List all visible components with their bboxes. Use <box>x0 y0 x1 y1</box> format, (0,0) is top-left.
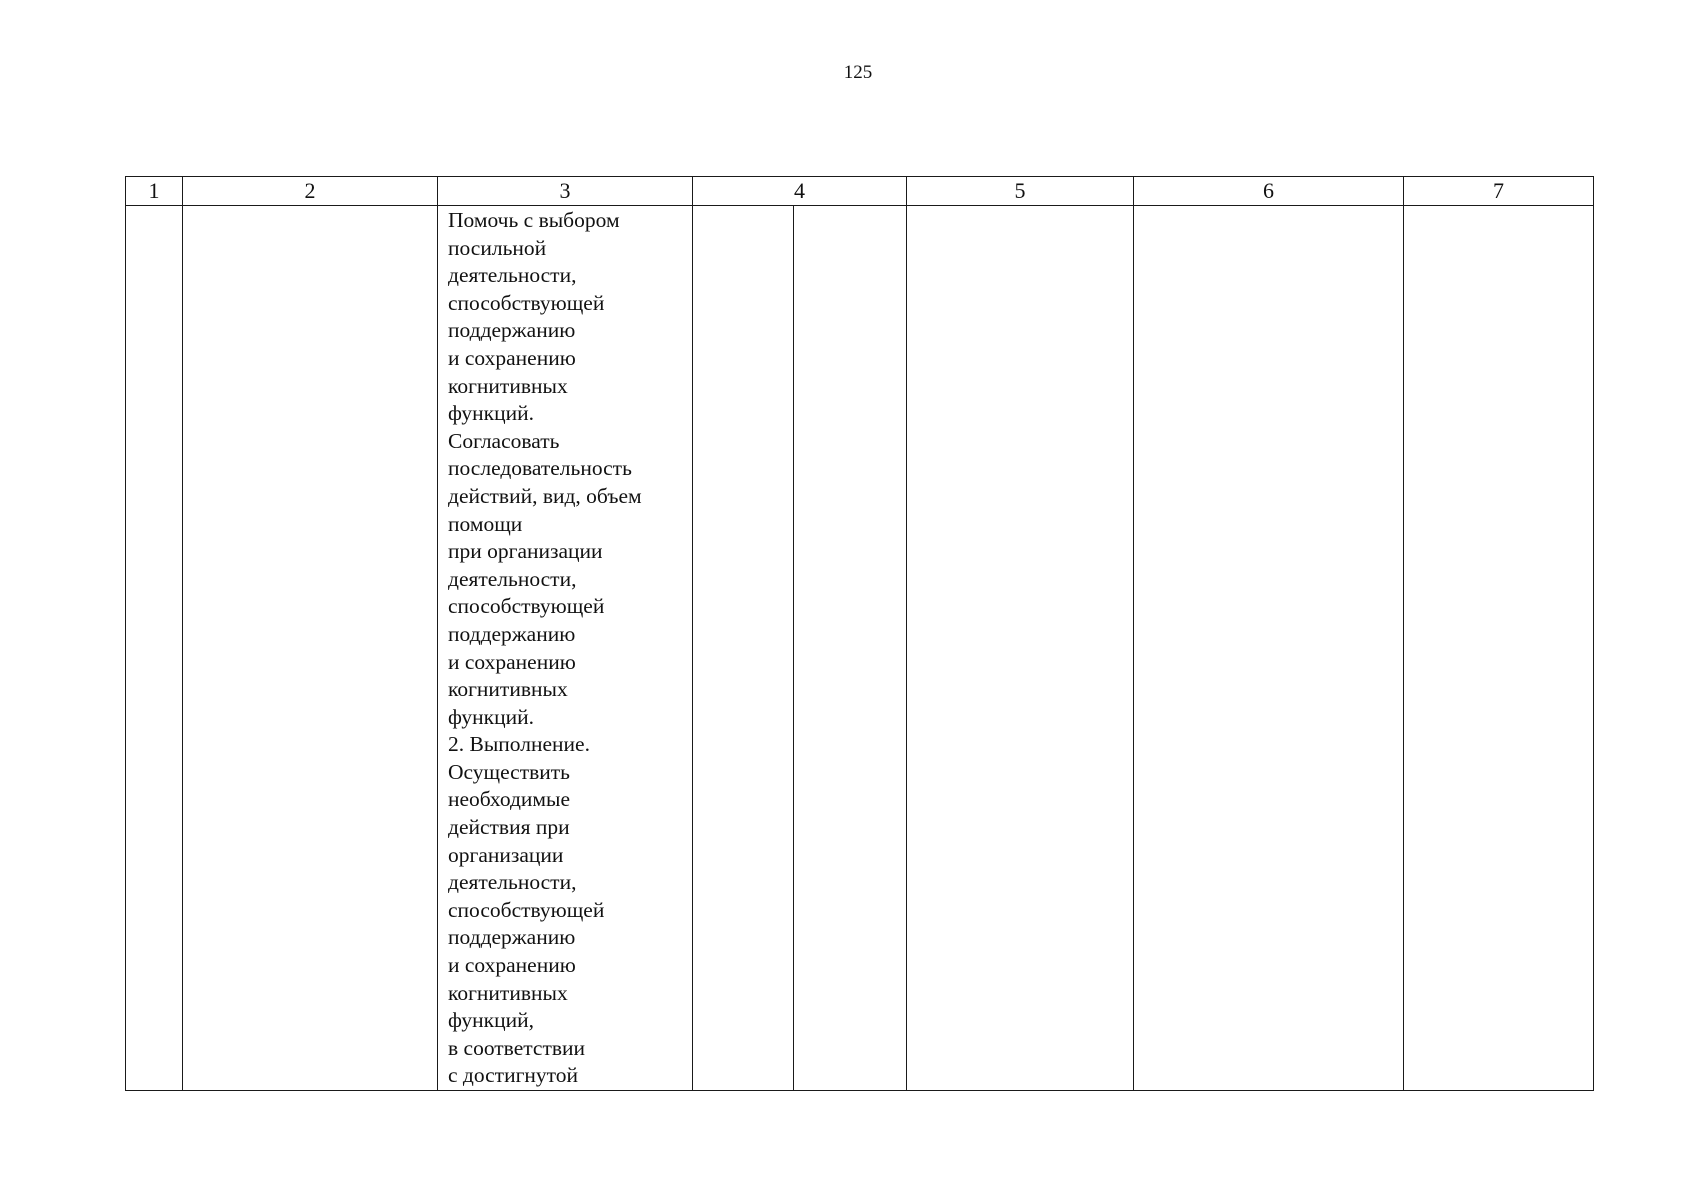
col3-text-line: поддержанию <box>448 925 576 950</box>
col3-text-line: в соответствии <box>448 1035 586 1060</box>
table-cell-col6 <box>1134 206 1404 1091</box>
col3-text-line: способствующей <box>448 290 605 315</box>
col3-text-line: поддержанию <box>448 621 576 646</box>
col3-text-line: поддержанию <box>448 318 576 343</box>
col3-text-line: действия при <box>448 815 570 840</box>
table-cell-col5 <box>907 206 1134 1091</box>
col3-text-line: последовательность <box>448 456 632 481</box>
table-cell-col4a <box>693 206 794 1091</box>
col3-text-line: способствующей <box>448 897 605 922</box>
col3-text-line: когнитивных <box>448 373 568 398</box>
col3-text-line: и сохранению <box>448 345 576 370</box>
column-header-7: 7 <box>1404 177 1594 206</box>
col3-text-line: функций. <box>448 704 534 729</box>
col3-text-line: и сохранению <box>448 649 576 674</box>
table-row <box>126 206 1594 1091</box>
col3-text-line: и сохранению <box>448 953 576 978</box>
col3-text-line: действий, вид, объем <box>448 483 642 508</box>
col3-text-line: деятельности, <box>448 566 577 591</box>
document-table <box>125 176 1594 1091</box>
page-number: 125 <box>843 62 873 83</box>
col3-text-line: при организации <box>448 539 603 564</box>
column-header-5: 5 <box>907 177 1134 206</box>
col3-text-line: функций, <box>448 1008 534 1033</box>
col3-text-line: 2. Выполнение. <box>448 732 590 757</box>
col3-text-line: деятельности, <box>448 870 577 895</box>
col3-text-line: необходимые <box>448 787 571 812</box>
column-header-2: 2 <box>183 177 438 206</box>
col3-text-line: с достигнутой <box>448 1063 579 1088</box>
column-header-3: 3 <box>438 177 693 206</box>
col3-text-line: способствующей <box>448 594 605 619</box>
table-cell-col3 <box>438 206 693 1091</box>
col3-text-line: Осуществить <box>448 759 570 784</box>
table-cell-col2 <box>183 206 438 1091</box>
table-cell-col4b <box>794 206 907 1091</box>
col3-text <box>438 206 692 1090</box>
column-header-4: 4 <box>693 177 907 206</box>
col3-text-line: помощи <box>448 511 523 536</box>
table-cell-col1 <box>126 206 183 1091</box>
col3-text-line: организации <box>448 842 564 867</box>
column-header-6: 6 <box>1134 177 1404 206</box>
col3-text-line: Помочь с выбором <box>448 208 620 232</box>
col3-text-line: Согласовать <box>448 428 560 453</box>
col3-text-line: когнитивных <box>448 677 568 702</box>
table-header-row <box>126 177 1594 206</box>
col3-text-line: посильной <box>448 235 547 260</box>
col3-text-line: функций. <box>448 401 534 426</box>
table-cell-col7 <box>1404 206 1594 1091</box>
col3-text-line: когнитивных <box>448 980 568 1005</box>
column-header-1: 1 <box>126 177 183 206</box>
col3-text-line: деятельности, <box>448 263 577 288</box>
